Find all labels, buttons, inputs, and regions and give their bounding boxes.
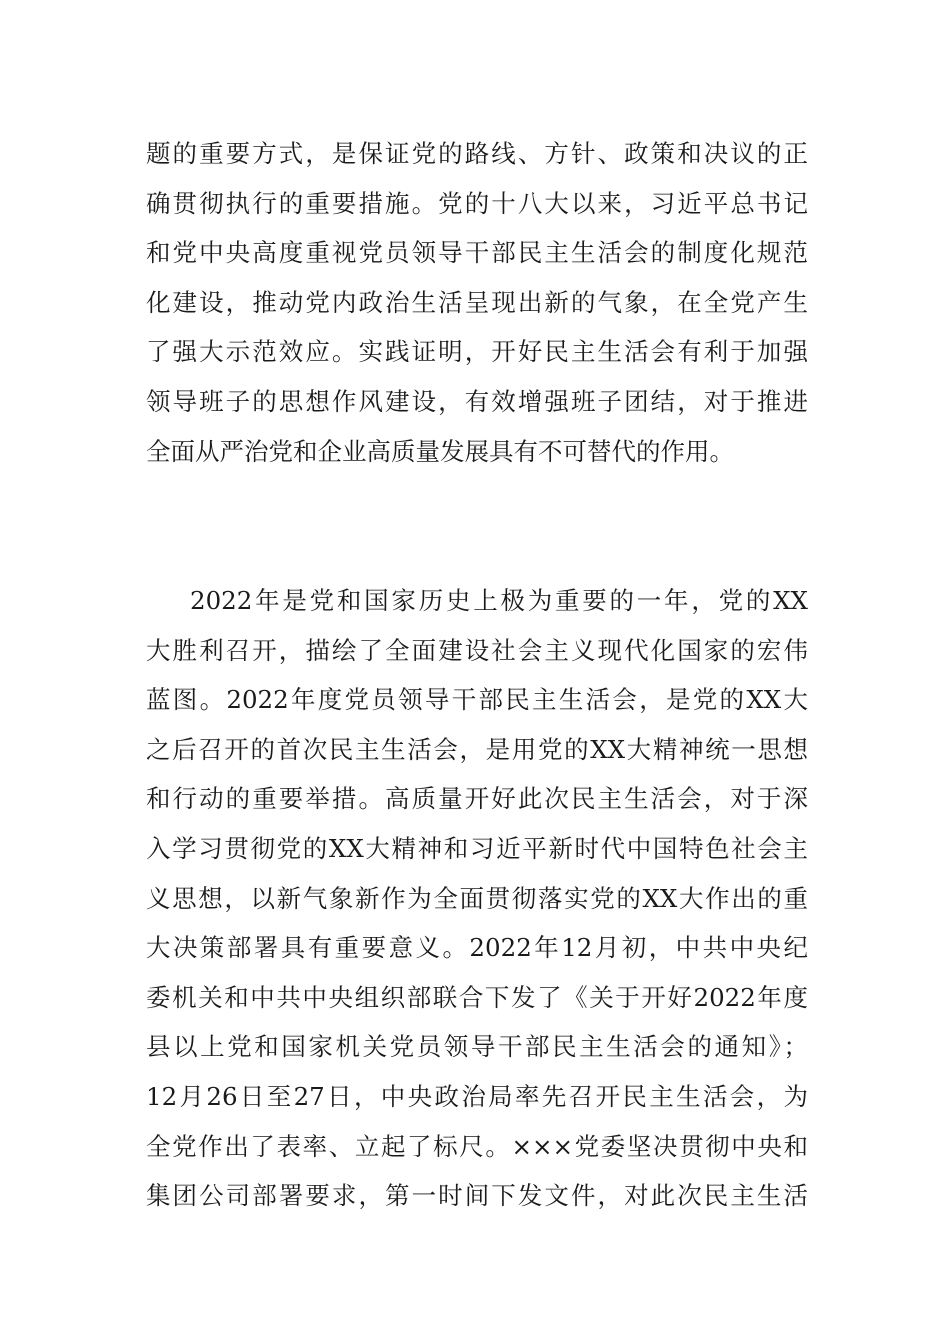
paragraph-2 xyxy=(146,576,808,1221)
paragraph-line: 全面从严治党和企业高质量发展具有不可替代的作用。 xyxy=(146,436,734,466)
paragraph-line: 委机关和中共中央组织部联合下发了《关于开好2022年度 xyxy=(146,982,808,1012)
paragraph-line: 领导班子的思想作风建设，有效增强班子团结，对于推进 xyxy=(146,386,808,416)
paragraph-line: 化建设，推动党内政治生活呈现出新的气象，在全党产生 xyxy=(146,287,808,317)
paragraph-line: 12月26日至27日，中央政治局率先召开民主生活会，为 xyxy=(146,1081,808,1111)
paragraph-line: 了强大示范效应。实践证明，开好民主生活会有利于加强 xyxy=(146,337,808,367)
paragraph-line: 蓝图。2022年度党员领导干部民主生活会，是党的XX大 xyxy=(146,685,808,715)
paragraph-line: 大胜利召开，描绘了全面建设社会主义现代化国家的宏伟 xyxy=(146,635,808,665)
paragraph-line: 2022年是党和国家历史上极为重要的一年，党的XX xyxy=(190,586,808,615)
paragraph-line: 全党作出了表率、立起了标尺。×××党委坚决贯彻中央和 xyxy=(146,1131,808,1161)
paragraph-line: 集团公司部署要求，第一时间下发文件，对此次民主生活 xyxy=(146,1181,808,1211)
paragraph-1 xyxy=(146,129,808,476)
paragraph-line: 和行动的重要举措。高质量开好此次民主生活会，对于深 xyxy=(146,784,808,814)
paragraph-line: 题的重要方式，是保证党的路线、方针、政策和决议的正 xyxy=(146,139,808,168)
paragraph-line: 和党中央高度重视党员领导干部民主生活会的制度化规范 xyxy=(146,238,808,268)
paragraph-line: 确贯彻执行的重要措施。党的十八大以来，习近平总书记 xyxy=(146,188,808,218)
paragraph-line: 之后召开的首次民主生活会，是用党的XX大精神统一思想 xyxy=(146,734,808,764)
paragraph-line: 入学习贯彻党的XX大精神和习近平新时代中国特色社会主 xyxy=(146,833,808,863)
paragraph-line: 大决策部署具有重要意义。2022年12月初，中共中央纪 xyxy=(146,933,808,963)
paragraph-line: 县以上党和国家机关党员领导干部民主生活会的通知》； xyxy=(146,1032,808,1062)
paragraph-line: 义思想，以新气象新作为全面贯彻落实党的XX大作出的重 xyxy=(146,883,808,913)
